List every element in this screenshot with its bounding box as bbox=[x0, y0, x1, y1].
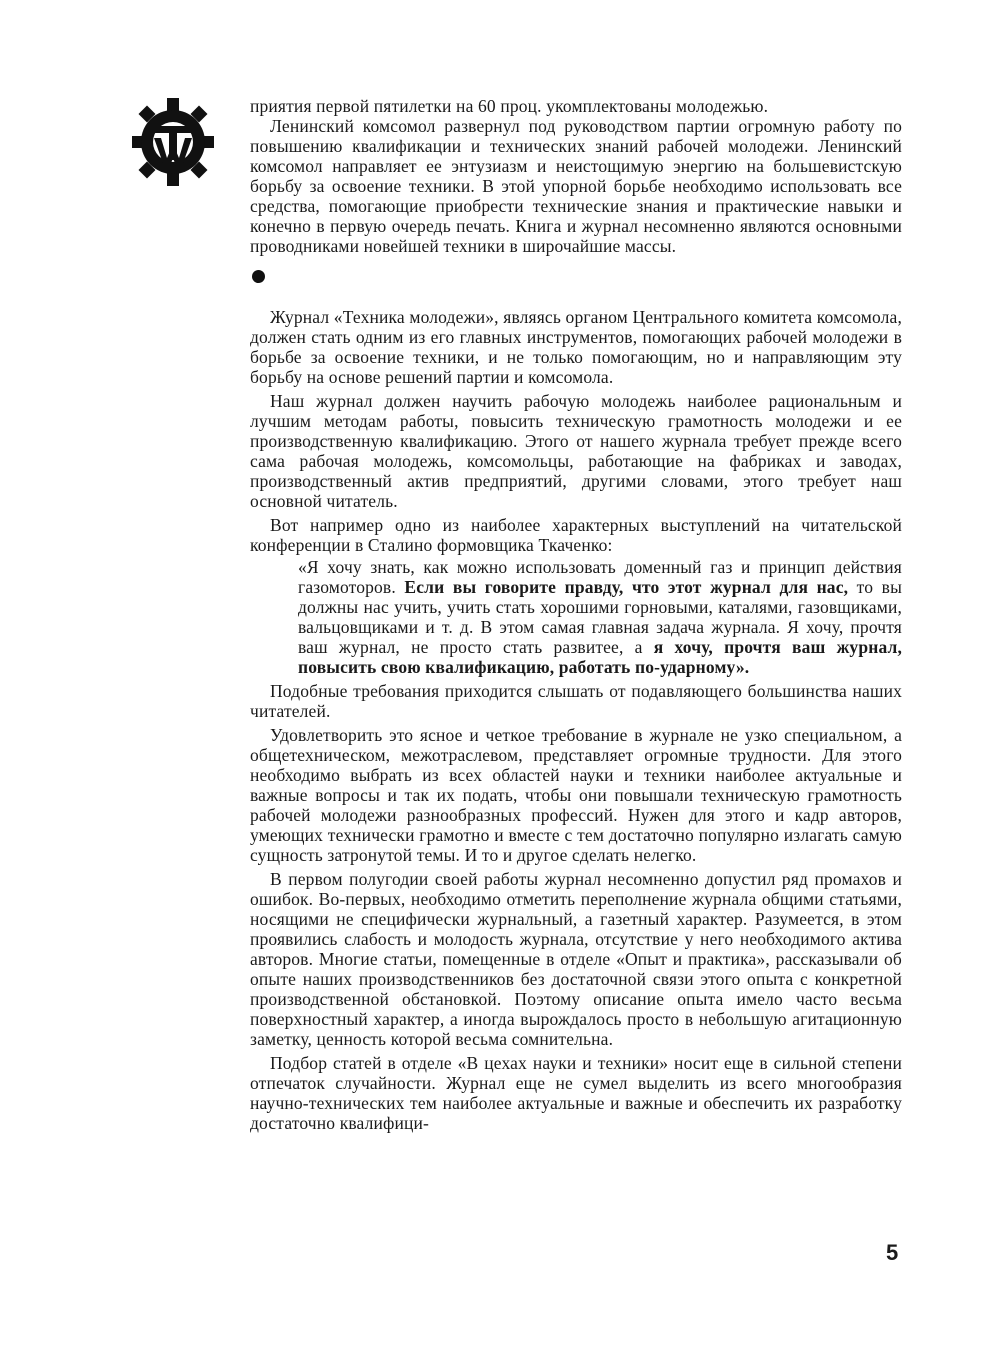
quote-text: то вы должны нас учить, учить стать хорошими горновыми, каталями, газовщиками, вальцовщиками и т. д. В этом самая главная задача журнала. Я хочу, прочтя ваш журнал, не просто стать развитее, а bbox=[298, 577, 902, 657]
article-body bbox=[250, 96, 902, 1133]
paragraph: Журнал «Техника молодежи», являясь органом Центрального комитета комсомола, должен стать одним из его главных инструментов, помогающих рабочей молодежи в борьбе за освоение техники, и не только помогающим, но и направляющим эту борьбу на основе решений партии и комсомола. bbox=[250, 307, 902, 387]
quote-bold-text: я хочу, прочтя ваш журнал, повысить свою квалификацию, работать по-ударному». bbox=[298, 637, 902, 677]
paragraph: Наш журнал должен научить рабочую молодежь наиболее рациональным и лучшим методам работы, повысить техническую грамотность молодежи и ее производственную квалификацию. Этого от нашего журнала требует прежде всего сама рабочая молодежь, комсомольцы, работающие на фабриках и заводах, производственный актив предприятий, другими словами, этого требует наш основной читатель. bbox=[250, 391, 902, 511]
paragraph: Удовлетворить это ясное и четкое требование в журнале не узко специальном, а общетехническом, межотраслевом, представляет огромные трудности. Для этого необходимо выбрать из всех областей науки и техники наиболее актуальные и важные вопросы и так их подать, чтобы они повышали техническую грамотность рабочей молодежи разнообразных профессий. Нужен для этого и кадр авторов, умеющих технически грамотно и вместе с тем достаточно популярно излагать самую сущность затронутой темы. И то и другое сделать нелегко. bbox=[250, 725, 902, 865]
quote-text: «Я хочу знать, как можно использовать доменный газ и принцип действия газомоторов. bbox=[298, 557, 902, 597]
paragraph: Ленинский комсомол развернул под руководством партии огромную работу по повышению квалификации и технических знаний рабочей молодежи. Ленинский комсомол направляет ее энтузиазм и неистощимую энергию на большевистскую борьбу за освоение техники. В этой упорной борьбе необходимо использовать все средства, помогающие приобрести технические знания и практические навыки и конечно в первую очередь печать. Книга и журнал несомненно являются основными проводниками новейшей техники в широчайшие массы. bbox=[250, 116, 902, 256]
paragraph: Подбор статей в отделе «В цехах науки и техники» носит еще в сильной степени отпечаток случайности. Журнал еще не сумел выделить из всего многообразия научно-технических тем наиболее актуальные и важные и обеспечить их разработку достаточно квалифици- bbox=[250, 1053, 902, 1133]
reader-quote bbox=[298, 557, 902, 677]
paragraph: Подобные требования приходится слышать от подавляющего большинства наших читателей. bbox=[250, 681, 902, 721]
paragraph: Вот например одно из наиболее характерных выступлений на читательской конференции в Сталино формовщика Ткаченко: bbox=[250, 515, 902, 555]
paragraph: В первом полугодии своей работы журнал несомненно допустил ряд промахов и ошибок. Во-первых, необходимо отметить переполнение журнала общими статьями, носящими не специфически журнальный, а газетный характер. Разумеется, в этом проявились слабость и молодость журнала, отсутствие у него необходимого актива авторов. Многие статьи, помещенные в отделе «Опыт и практика», рассказывали об опыте наших производственников без достаточной связи этого опыта с конкретной производственной обстановкой. Поэтому описание опыта имело часто весьма поверхностный характер, а иногда вырождалось просто в небольшую агитационную заметку, ценность которой весьма сомнительна. bbox=[250, 869, 902, 1049]
bullet-separator bbox=[252, 270, 265, 283]
paragraph: приятия первой пятилетки на 60 проц. укомплектованы молодежью. bbox=[250, 96, 769, 116]
page-number: 5 bbox=[886, 1240, 899, 1265]
quote-bold-text: Если вы говорите правду, что этот журнал для нас, bbox=[404, 577, 849, 597]
gear-tm-emblem-icon bbox=[132, 98, 214, 186]
